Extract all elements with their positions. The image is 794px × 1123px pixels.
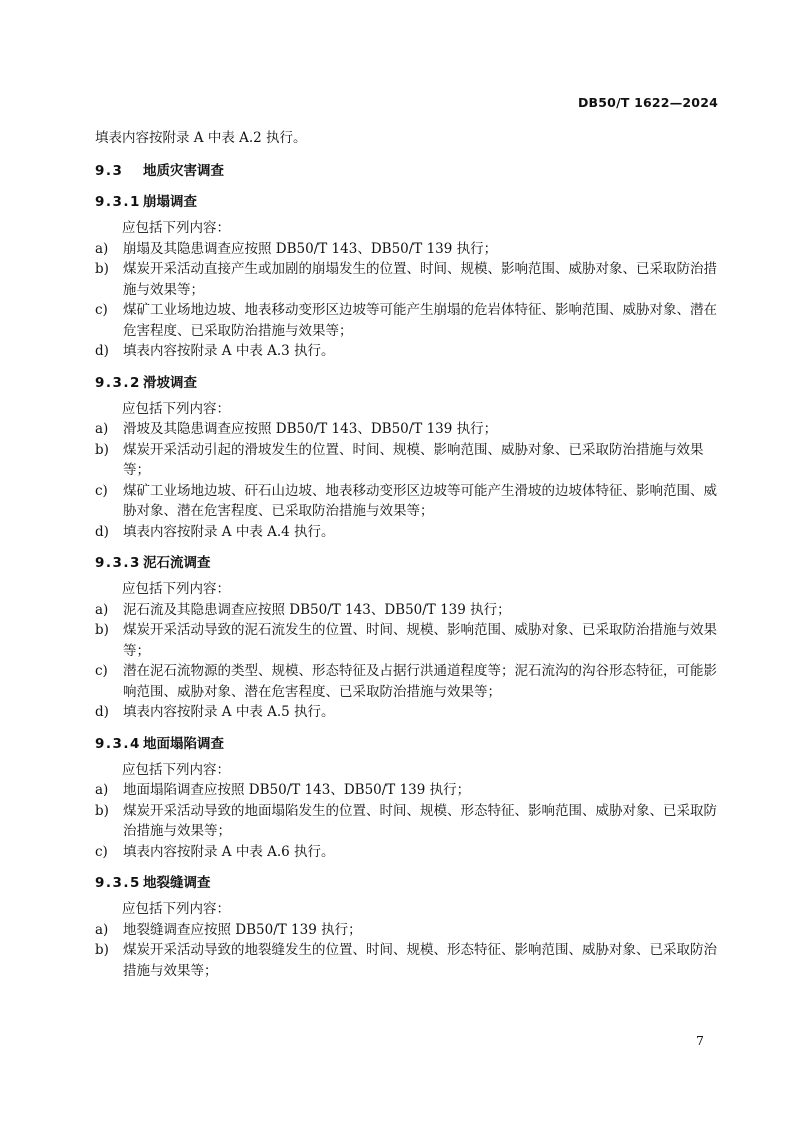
section-number: 9.3 — [95, 163, 124, 179]
list-item-marker: b) — [95, 261, 109, 277]
list-item — [95, 522, 721, 543]
list-item-text: 泥石流及其隐患调查应按照 DB50/T 143、DB50/T 139 执行； — [123, 601, 511, 618]
list-item-text: 煤炭开采活动导致的泥石流发生的位置、时间、规模、影响范围、威胁对象、已采取防治措施与效果等； — [123, 622, 717, 659]
subsection-title: 泥石流调查 — [143, 555, 211, 571]
list-item — [95, 620, 721, 661]
list-item-text: 滑坡及其隐患调查应按照 DB50/T 143、DB50/T 139 执行； — [123, 421, 498, 437]
list-item — [95, 239, 721, 260]
list-item-text: 填表内容按附录 A 中表 A.6 执行。 — [123, 843, 335, 860]
subsection-heading — [95, 735, 721, 754]
list-item — [95, 341, 721, 362]
list-item — [95, 780, 721, 801]
list-item — [95, 842, 721, 863]
list-item-marker: d) — [95, 523, 109, 540]
subsection-9-3-2 — [95, 374, 721, 543]
subsection-heading — [95, 193, 721, 212]
subsection-title: 地裂缝调查 — [143, 875, 211, 891]
subsection-number: 9.3.5 — [95, 875, 141, 891]
list-item — [95, 600, 721, 621]
subsection-number: 9.3.3 — [95, 555, 141, 571]
subsection-list — [95, 193, 721, 981]
list-item-text: 煤炭开采活动引起的滑坡发生的位置、时间、规模、影响范围、威胁对象、已采取防治措施与效果等； — [123, 441, 704, 478]
subsection-heading — [95, 374, 721, 393]
list-item-marker: a) — [95, 921, 109, 938]
subsection-number: 9.3.1 — [95, 194, 141, 210]
list-item-marker: d) — [95, 343, 109, 359]
list-item-marker: c) — [95, 482, 108, 499]
list-item — [95, 920, 721, 941]
list-item-text: 煤炭开采活动直接产生或加剧的崩塌发生的位置、时间、规模、影响范围、威胁对象、已采取防治措施与效果等； — [123, 261, 717, 298]
subsection-9-3-3 — [95, 554, 721, 723]
list-item-text: 煤矿工业场地边坡、矸石山边坡、地表移动变形区边坡等可能产生滑坡的边坡体特征、影响范围、威胁对象、潜在危害程度、已采取防治措施与效果等； — [123, 482, 717, 519]
list-item-marker: a) — [95, 601, 109, 618]
standard-code-header: DB50/T 1622—2024 — [577, 95, 718, 110]
list-item — [95, 300, 721, 341]
list-item-marker: c) — [95, 302, 108, 318]
list-item-marker: b) — [95, 942, 109, 958]
section-heading — [95, 162, 721, 181]
subsection-heading — [95, 554, 721, 573]
list-item-text: 崩塌及其隐患调查应按照 DB50/T 143、DB50/T 139 执行； — [123, 240, 498, 257]
subsection-9-3-5 — [95, 874, 721, 981]
subsection-number: 9.3.2 — [95, 374, 141, 391]
list-item-marker: b) — [95, 441, 109, 458]
list-item-text: 地面塌陷调查应按照 DB50/T 143、DB50/T 139 执行； — [123, 782, 471, 798]
subsection-title: 滑坡调查 — [143, 374, 197, 391]
list-item-marker: a) — [95, 421, 109, 437]
list-item — [95, 940, 721, 981]
subsection-number: 9.3.4 — [95, 735, 141, 752]
subsection-intro: 应包括下列内容： — [122, 901, 230, 917]
list-item-marker: b) — [95, 622, 109, 638]
subsection-9-3-1 — [95, 193, 721, 362]
opening-line: 填表内容按附录 A 中表 A.2 执行。 — [95, 130, 307, 146]
list-item — [95, 702, 721, 723]
list-item-text: 地裂缝调查应按照 DB50/T 139 执行； — [123, 921, 362, 938]
list-item-marker: a) — [95, 782, 109, 798]
subsection-intro: 应包括下列内容： — [122, 220, 230, 236]
list-item-marker: a) — [95, 240, 109, 257]
subsection-heading — [95, 874, 721, 893]
list-item — [95, 481, 721, 522]
list-item-text: 填表内容按附录 A 中表 A.4 执行。 — [123, 523, 335, 540]
list-item-text: 煤炭开采活动导致的地面塌陷发生的位置、时间、规模、形态特征、影响范围、威胁对象、已采取防治措施与效果等； — [123, 802, 717, 839]
list-item — [95, 419, 721, 440]
subsection-title: 崩塌调查 — [143, 194, 197, 210]
list-item-marker: b) — [95, 802, 109, 819]
page-number: 7 — [696, 1033, 704, 1048]
section-title: 地质灾害调查 — [143, 163, 224, 179]
subsection-9-3-4 — [95, 735, 721, 863]
list-item-marker: c) — [95, 663, 108, 679]
subsection-intro: 应包括下列内容： — [122, 400, 230, 417]
list-item — [95, 661, 721, 702]
list-item — [95, 259, 721, 300]
list-item-text: 潜在泥石流物源的类型、规模、形态特征及占据行洪通道程度等；泥石流沟的沟谷形态特征，可能影响范围、威胁对象、潜在危害程度、已采取防治措施与效果等； — [123, 663, 717, 700]
list-item — [95, 801, 721, 842]
list-item-text: 煤炭开采活动导致的地裂缝发生的位置、时间、规模、形态特征、影响范围、威胁对象、已采取防治措施与效果等； — [123, 942, 717, 979]
list-item-text: 填表内容按附录 A 中表 A.3 执行。 — [123, 343, 335, 359]
list-item-text: 煤矿工业场地边坡、地表移动变形区边坡等可能产生崩塌的危岩体特征、影响范围、威胁对象、潜在危害程度、已采取防治措施与效果等； — [123, 302, 717, 339]
page-content — [95, 128, 721, 981]
list-item-text: 填表内容按附录 A 中表 A.5 执行。 — [123, 704, 335, 720]
subsection-intro: 应包括下列内容： — [122, 581, 230, 597]
subsection-intro: 应包括下列内容： — [122, 761, 230, 778]
list-item — [95, 440, 721, 481]
subsection-title: 地面塌陷调查 — [143, 735, 224, 752]
list-item-marker: c) — [95, 843, 108, 860]
list-item-marker: d) — [95, 704, 109, 720]
